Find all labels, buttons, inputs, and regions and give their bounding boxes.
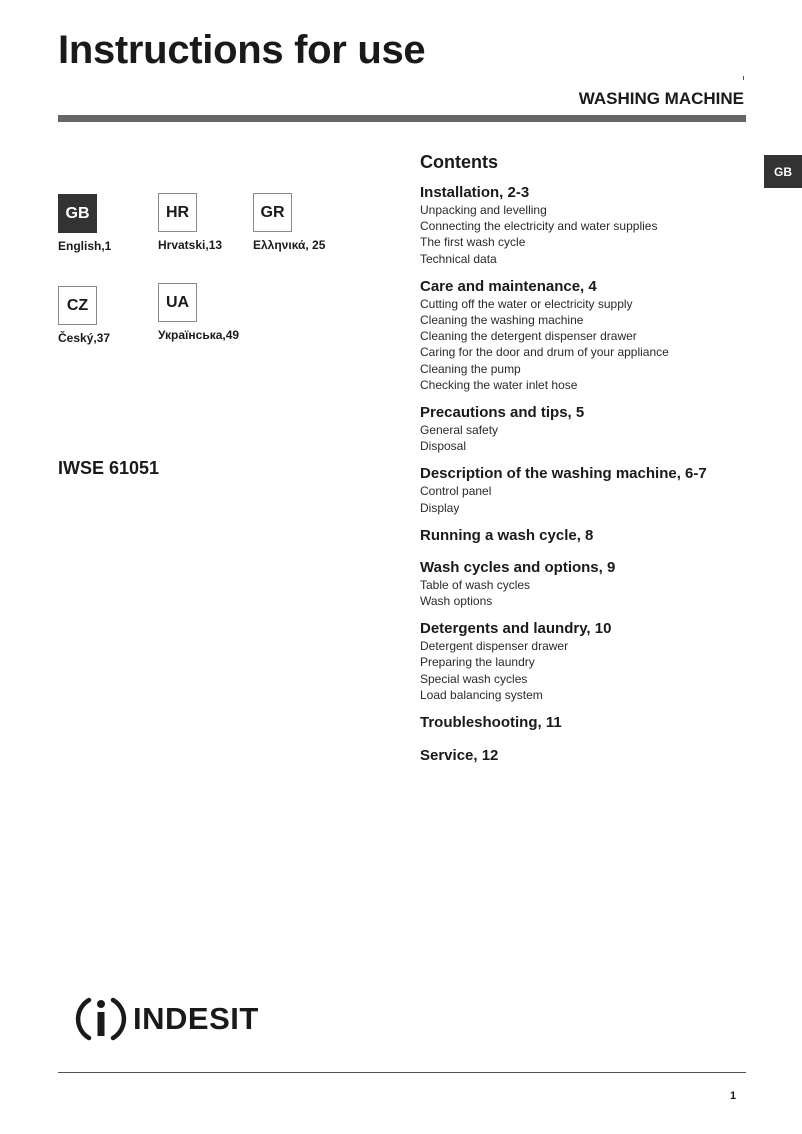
language-croatian[interactable]: [158, 193, 222, 252]
language-code-box: HR: [158, 193, 197, 232]
page-number: 1: [730, 1090, 737, 1102]
language-greek[interactable]: [253, 193, 325, 252]
language-code-box: GR: [253, 193, 292, 232]
toc-item[interactable]: General safety: [420, 423, 499, 438]
table-of-contents: [420, 151, 760, 776]
toc-item[interactable]: Detergent dispenser drawer: [420, 639, 569, 654]
language-czech[interactable]: [58, 286, 110, 345]
toc-section-title[interactable]: Description of the washing machine, 6-7: [420, 465, 707, 483]
toc-item[interactable]: Special wash cycles: [420, 671, 528, 686]
toc-section-title[interactable]: Running a wash cycle, 8: [420, 526, 594, 544]
footer-rule: [58, 1072, 746, 1073]
toc-section-title[interactable]: Installation, 2-3: [420, 184, 530, 201]
language-code-box: UA: [158, 283, 197, 322]
language-english[interactable]: [58, 194, 111, 253]
toc-item[interactable]: Control panel: [420, 484, 492, 499]
brand-name: INDESIT: [133, 1001, 259, 1036]
toc-section-troubleshooting: [420, 714, 760, 732]
toc-section-wash-cycles: [420, 559, 760, 609]
toc-section-running: [420, 527, 760, 545]
toc-section-title[interactable]: Troubleshooting, 11: [420, 714, 562, 732]
language-label: English,1: [58, 239, 112, 253]
toc-item[interactable]: Disposal: [420, 439, 467, 454]
toc-item[interactable]: Cleaning the detergent dispenser drawer: [420, 329, 637, 344]
toc-item[interactable]: Table of wash cycles: [420, 577, 531, 592]
toc-item[interactable]: The first wash cycle: [420, 235, 526, 250]
toc-item[interactable]: Cleaning the pump: [420, 361, 521, 376]
indesit-logo-icon: [75, 993, 127, 1045]
toc-item[interactable]: Technical data: [420, 251, 497, 266]
toc-section-title[interactable]: Wash cycles and options, 9: [420, 558, 616, 576]
toc-item[interactable]: Connecting the electricity and water supplies: [420, 219, 658, 234]
language-label: Hrvatski,13: [158, 238, 223, 252]
toc-item[interactable]: Wash options: [420, 594, 493, 609]
toc-section-precautions: [420, 404, 760, 454]
toc-section-title[interactable]: Precautions and tips, 5: [420, 404, 585, 422]
toc-item[interactable]: Display: [420, 500, 460, 515]
brand-logo: [75, 993, 259, 1045]
toc-section-description: [420, 465, 760, 515]
toc-item[interactable]: Checking the water inlet hose: [420, 377, 578, 392]
language-code-box: GB: [58, 194, 97, 233]
language-label: Українська,49: [158, 328, 240, 342]
toc-item[interactable]: Caring for the door and drum of your appliance: [420, 345, 669, 360]
toc-section-detergents: [420, 620, 760, 703]
language-side-tab: GB: [764, 155, 802, 188]
header-rule: [58, 115, 746, 122]
contents-title: Contents: [420, 152, 498, 172]
toc-section-service: [420, 747, 760, 765]
toc-item[interactable]: Unpacking and levelling: [420, 203, 547, 217]
page-subtitle: WASHING MACHINE: [578, 89, 744, 108]
toc-section-title[interactable]: Care and maintenance, 4: [420, 277, 597, 295]
toc-item[interactable]: Preparing the laundry: [420, 655, 535, 670]
toc-item[interactable]: Load balancing system: [420, 687, 543, 702]
model-number: IWSE 61051: [58, 458, 160, 478]
language-label: Český,37: [58, 331, 111, 345]
toc-section-installation: [420, 184, 760, 267]
toc-section-title[interactable]: Service, 12: [420, 747, 499, 765]
page-title: Instructions for use: [58, 28, 426, 72]
toc-section-care: [420, 278, 760, 393]
toc-item[interactable]: Cutting off the water or electricity supply: [420, 296, 633, 311]
toc-section-title[interactable]: Detergents and laundry, 10: [420, 620, 612, 638]
language-label: Ελληνικά, 25: [253, 238, 326, 252]
language-ukrainian[interactable]: [158, 283, 239, 342]
header-tick-mark: [743, 76, 744, 80]
language-code-box: CZ: [58, 286, 97, 325]
toc-item[interactable]: Cleaning the washing machine: [420, 313, 584, 328]
